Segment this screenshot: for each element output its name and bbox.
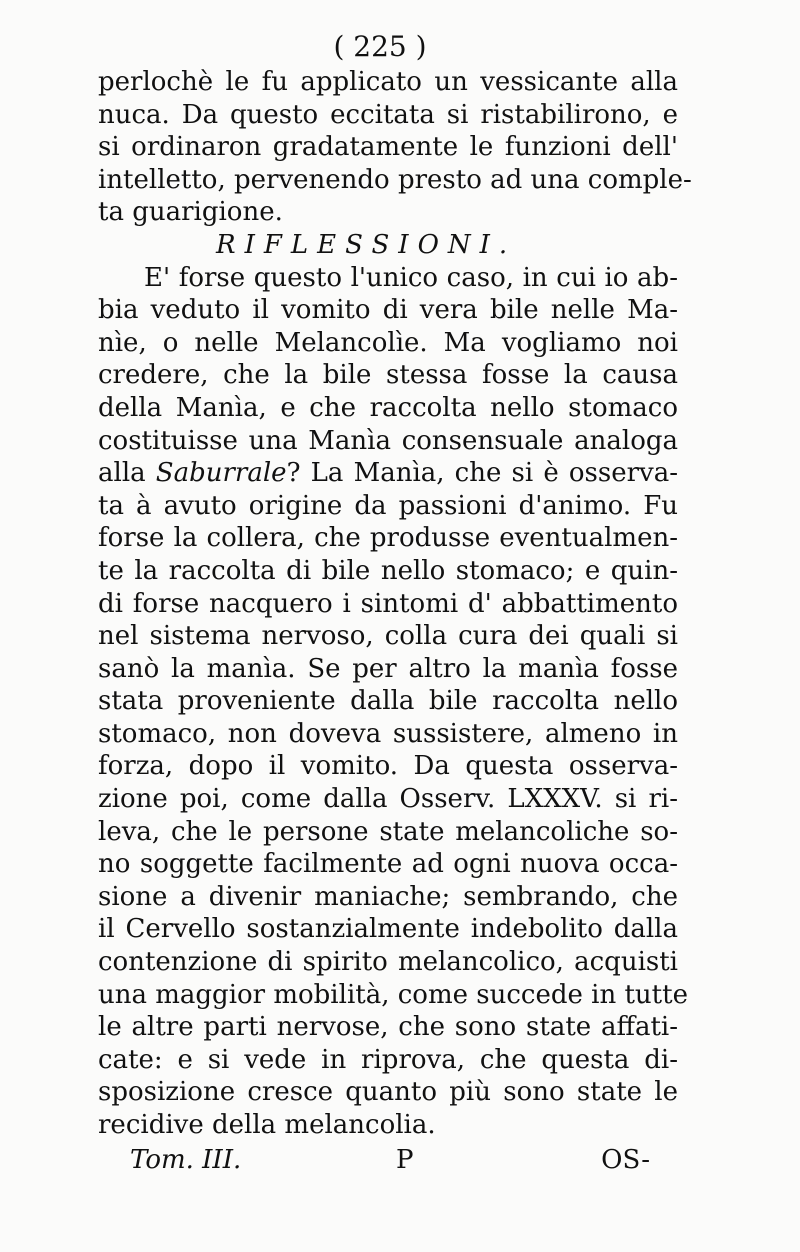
text-line: una maggior mobilità, come succede in tutte xyxy=(98,979,688,1010)
text-line: ta à avuto origine da passioni d'animo. Fu xyxy=(98,490,678,521)
page-footer xyxy=(130,1143,650,1177)
volume-label: Tom. III. xyxy=(130,1145,242,1175)
text-line: leva, che le persone state melancoliche so- xyxy=(98,816,678,847)
text-line: forza, dopo il vomito. Da questa osserva- xyxy=(98,751,678,782)
text-line: te la raccolta di bile nello stomaco; e quin- xyxy=(98,555,678,586)
text-line: stata proveniente dalla bile raccolta nello xyxy=(98,686,678,717)
signature-mark: P xyxy=(396,1145,414,1175)
page-number: ( 225 ) xyxy=(333,30,427,63)
text-segment: ? La Manìa, che si è osserva- xyxy=(286,458,678,489)
text-line: le altre parti nervose, che sono state affati- xyxy=(98,1012,678,1043)
text-line: stomaco, non doveva sussistere, almeno in xyxy=(98,718,678,749)
text-line: costituisse una Manìa consensuale analoga xyxy=(98,425,678,456)
text-line: ta guarigione. xyxy=(98,197,283,228)
text-line: no soggette facilmente ad ogni nuova occa- xyxy=(98,849,678,880)
text-line: si ordinaron gradatamente le funzioni dell' xyxy=(98,132,678,163)
text-line: perlochè le fu applicato un vessicante alla xyxy=(98,67,678,97)
text-line: sanò la manìa. Se per altro la manìa fosse xyxy=(98,653,678,684)
text-line: nìe, o nelle Melancolìe. Ma vogliamo noi xyxy=(98,327,678,358)
section-heading: RIFLESSIONI. xyxy=(216,229,517,260)
text-line: forse la collera, che produsse eventualmen- xyxy=(98,523,678,554)
text-line: bia veduto il vomito di vera bile nelle Ma- xyxy=(98,295,678,326)
text-line: intelletto, pervenendo presto ad una comple- xyxy=(98,164,692,195)
text-line: il Cervello sostanzialmente indebolito dalla xyxy=(98,914,678,945)
text-line: nuca. Da questo eccitata si ristabilirono, e xyxy=(98,99,678,130)
text-line: cate: e si vede in riprova, che questa di- xyxy=(98,1044,678,1075)
text-line: E' forse questo l'unico caso, in cui io ab- xyxy=(144,262,678,293)
text-line xyxy=(98,457,678,490)
text-line: sposizione cresce quanto più sono state le xyxy=(98,1077,678,1108)
italic-term: Saburrale xyxy=(155,458,287,489)
text-segment: alla xyxy=(98,458,156,489)
text-line: sione a divenir maniache; sembrando, che xyxy=(98,881,678,912)
text-line: della Manìa, e che raccolta nello stomaco xyxy=(98,392,678,423)
text-line: contenzione di spirito melancolico, acquisti xyxy=(98,947,678,978)
text-line: recidive della melancolia. xyxy=(98,1110,436,1140)
text-line: nel sistema nervoso, colla cura dei quali si xyxy=(98,621,678,652)
text-line: zione poi, come dalla Osserv. LXXXV. si ri- xyxy=(98,784,678,815)
text-line: credere, che la bile stessa fosse la causa xyxy=(98,360,678,391)
text-line: di forse nacquero i sintomi d' abbattimento xyxy=(98,588,678,619)
body-text xyxy=(98,66,692,1142)
catchword: OS- xyxy=(601,1145,650,1175)
